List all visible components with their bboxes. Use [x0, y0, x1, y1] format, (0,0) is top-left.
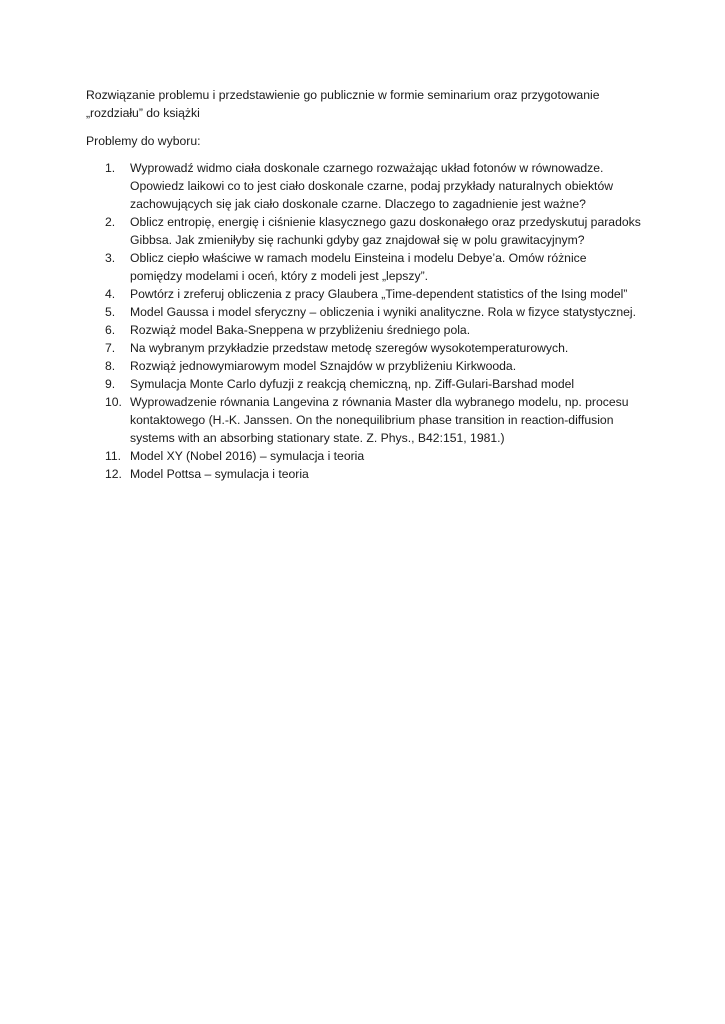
- list-item-text-line: Symulacja Monte Carlo dyfuzji z reakcją chemiczną, np. Ziff-Gulari-Barshad model: [130, 377, 575, 391]
- document-body: [86, 86, 646, 483]
- list-item-number: 5.: [105, 305, 116, 319]
- topics-list: [86, 159, 646, 483]
- list-item-number: 2.: [105, 215, 116, 229]
- list-item-number: 9.: [105, 377, 116, 391]
- list-item-text-line: Oblicz ciepło właściwe w ramach modelu Einsteina i modelu Debye’a. Omów różnice: [130, 251, 587, 265]
- list-item: [86, 375, 646, 393]
- list-item-text-line: Opowiedz laikowi co to jest ciało doskonale czarne, podaj przykłady naturalnych obiektów: [130, 179, 614, 193]
- list-item-number: 11.: [105, 449, 122, 463]
- intro-line: Rozwiązanie problemu i przedstawienie go publicznie w formie seminarium oraz przygotowanie: [86, 88, 600, 102]
- list-item-number: 3.: [105, 251, 116, 265]
- list-item: [86, 321, 646, 339]
- list-item-text-line: Rozwiąż model Baka-Sneppena w przybliżeniu średniego pola.: [130, 323, 471, 337]
- list-item: [86, 465, 646, 483]
- list-item: [86, 357, 646, 375]
- list-item-text-line: Model Pottsa – symulacja i teoria: [130, 467, 309, 481]
- list-item-number: 12.: [105, 467, 122, 481]
- list-item: [86, 285, 646, 303]
- list-item-text-line: Na wybranym przykładzie przedstaw metodę szeregów wysokotemperaturowych.: [130, 341, 569, 355]
- list-item: [86, 213, 646, 249]
- list-item-text-line: Model Gaussa i model sferyczny – obliczenia i wyniki analityczne. Rola w fizyce statystycznej.: [130, 305, 636, 319]
- list-item-text-line: Model XY (Nobel 2016) – symulacja i teoria: [130, 449, 365, 463]
- list-item-text-line: systems with an absorbing stationary state. Z. Phys., B42:151, 1981.): [130, 431, 505, 445]
- list-item-text-line: Gibbsa. Jak zmieniłyby się rachunki gdyby gaz znajdował się w polu grawitacyjnym?: [130, 233, 585, 247]
- list-item-text-line: kontaktowego (H.-K. Janssen. On the nonequilibrium phase transition in reaction-diffusion: [130, 413, 614, 427]
- list-item: [86, 249, 646, 285]
- list-item-text-line: pomiędzy modelami i oceń, który z modeli jest „lepszy”.: [130, 269, 429, 283]
- list-item-text-line: Powtórz i zreferuj obliczenia z pracy Glaubera „Time-dependent statistics of the Ising model”: [130, 287, 628, 301]
- list-item-text-line: Wyprowadź widmo ciała doskonale czarnego rozważając układ fotonów w równowadze.: [130, 161, 604, 175]
- list-item-text-line: Rozwiąż jednowymiarowym model Sznajdów w przybliżeniu Kirkwooda.: [130, 359, 517, 373]
- list-item: [86, 393, 646, 447]
- intro-line: „rozdziału” do książki: [86, 106, 200, 120]
- list-item-number: 6.: [105, 323, 116, 337]
- list-item-text-line: Wyprowadzenie równania Langevina z równania Master dla wybranego modelu, np. procesu: [130, 395, 629, 409]
- list-item-number: 7.: [105, 341, 116, 355]
- list-item: [86, 159, 646, 213]
- list-item: [86, 303, 646, 321]
- topics-heading: Problemy do wyboru:: [86, 134, 201, 148]
- list-item: [86, 339, 646, 357]
- list-item-text-line: zachowujących się jak ciało doskonale czarne. Dlaczego to zagadnienie jest ważne?: [130, 197, 586, 211]
- list-item-text-line: Oblicz entropię, energię i ciśnienie klasycznego gazu doskonałego oraz przedyskutuj paradoks: [130, 215, 641, 229]
- intro-paragraph: [86, 86, 646, 122]
- list-item-number: 8.: [105, 359, 116, 373]
- list-item-number: 4.: [105, 287, 116, 301]
- list-item-number: 1.: [105, 161, 116, 175]
- list-item-number: 10.: [105, 395, 122, 409]
- list-item: [86, 447, 646, 465]
